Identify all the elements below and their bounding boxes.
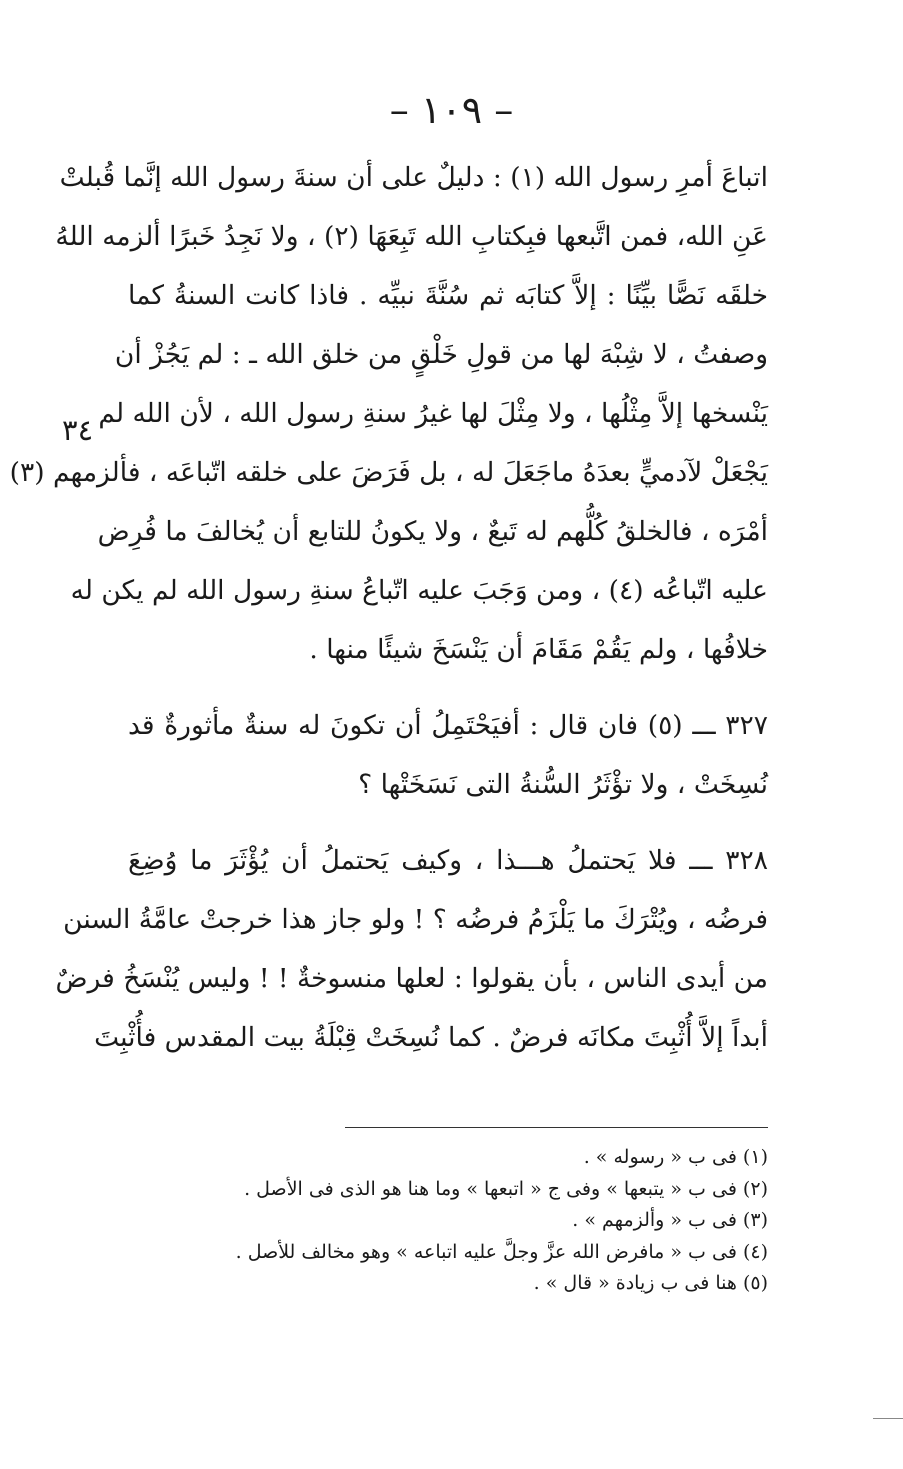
text-line: عَنِ الله، فمن اتَّبعها فبِكتابِ الله تَبِعَهَا (٢) ، ولا نَجِدُ خَبرًا ألزمه اللهُ: [55, 221, 768, 252]
paragraph-328-line: ٣٢٨ ـــ فلا يَحتملُ هـــذا ، وكيف يَحتملُ أن يُؤْثَرَ ما وُضِعَ: [128, 845, 768, 876]
footnote: (١) فى ب « رسوله » .: [583, 1146, 768, 1168]
footnote: (٥) هنا فى ب زيادة « قال » .: [533, 1272, 768, 1294]
paragraph-328-line: من أيدى الناس ، بأن يقولوا : لعلها منسوخةٌ ! ! وليس يُنْسَخُ فرضٌ: [55, 963, 768, 994]
footnote: (٤) فى ب « مافرض الله عزَّ وجلَّ عليه اتباعه » وهو مخالف للأصل .: [235, 1240, 768, 1263]
text-line: خلقَه نَصًّا بيِّنًا : إلاَّ كتابَه ثم سُنَّةَ نبيِّه . فاذا كانت السنةُ كما: [128, 280, 768, 311]
text-line: أمْرَه ، فالخلقُ كُلُّهم له تَبعٌ ، ولا يكونُ للتابع أن يُخالفَ ما فُرِض: [97, 516, 768, 547]
text-line: عليه اتّباعُه (٤) ، ومن وَجَبَ عليه اتّباعُ سنةِ رسول الله لم يكن له: [70, 575, 768, 606]
text-line: وصفتُ ، لا شِبْهَ لها من قولِ خَلْقٍ من خلق الله ـ : لم يَجُزْ أن: [114, 339, 768, 370]
paragraph-gap: [128, 679, 768, 696]
text-line: خلافُها ، ولم يَقُمْ مَقَامَ أن يَنْسَخَ شيئًا منها .: [309, 634, 768, 665]
footnote-divider: [345, 1127, 768, 1128]
paragraph-327-line: ٣٢٧ ـــ (٥) فان قال : أفيَحْتَمِلُ أن تكونَ له سنةٌ مأثورةٌ قد: [128, 710, 768, 741]
footnote: (٢) فى ب « يتبعها » وفى ج « اتبعها » وما هنا هو الذى فى الأصل .: [244, 1177, 768, 1200]
text-line: يَجْعَلْ لآدميٍّ بعدَهُ ماجَعَلَ له ، بل فَرَضَ على خلقه اتّباعَه ، فألزمهم (٣): [9, 457, 768, 488]
paragraph-328-line: أبداً إلاَّ أُثْبِتَ مكانَه فرضٌ . كما نُسِخَتْ قِبْلَةُ بيت المقدس فأُثْبِتَ: [94, 1022, 768, 1053]
paragraph-328-line: فرضُه ، ويُتْرَكَ ما يَلْزَمُ فرضُه ؟ ! ولو جاز هذا خرجتْ عامَّةُ السنن: [63, 904, 768, 935]
paragraph-gap: [128, 814, 768, 831]
page-edge-mark: [873, 1418, 903, 1419]
text-line: اتباعَ أمرِ رسول الله (١) : دليلٌ على أن سنةَ رسول الله إنَّما قُبلتْ: [59, 162, 768, 193]
text-line: يَنْسخها إلاَّ مِثْلُها ، ولا مِثْلَ لها غيرُ سنةِ رسول الله ، لأن الله لم: [98, 398, 768, 429]
footnotes: [128, 1142, 768, 1300]
paragraph-327-line: نُسِخَتْ ، ولا تؤْثَرُ السُّنةُ التى نَسَخَتْها ؟: [358, 769, 768, 800]
footnote: (٣) فى ب « وألزمهم » .: [572, 1209, 768, 1231]
margin-number: ٣٤: [62, 413, 94, 447]
page-number: – ١٠٩ –: [389, 88, 514, 132]
